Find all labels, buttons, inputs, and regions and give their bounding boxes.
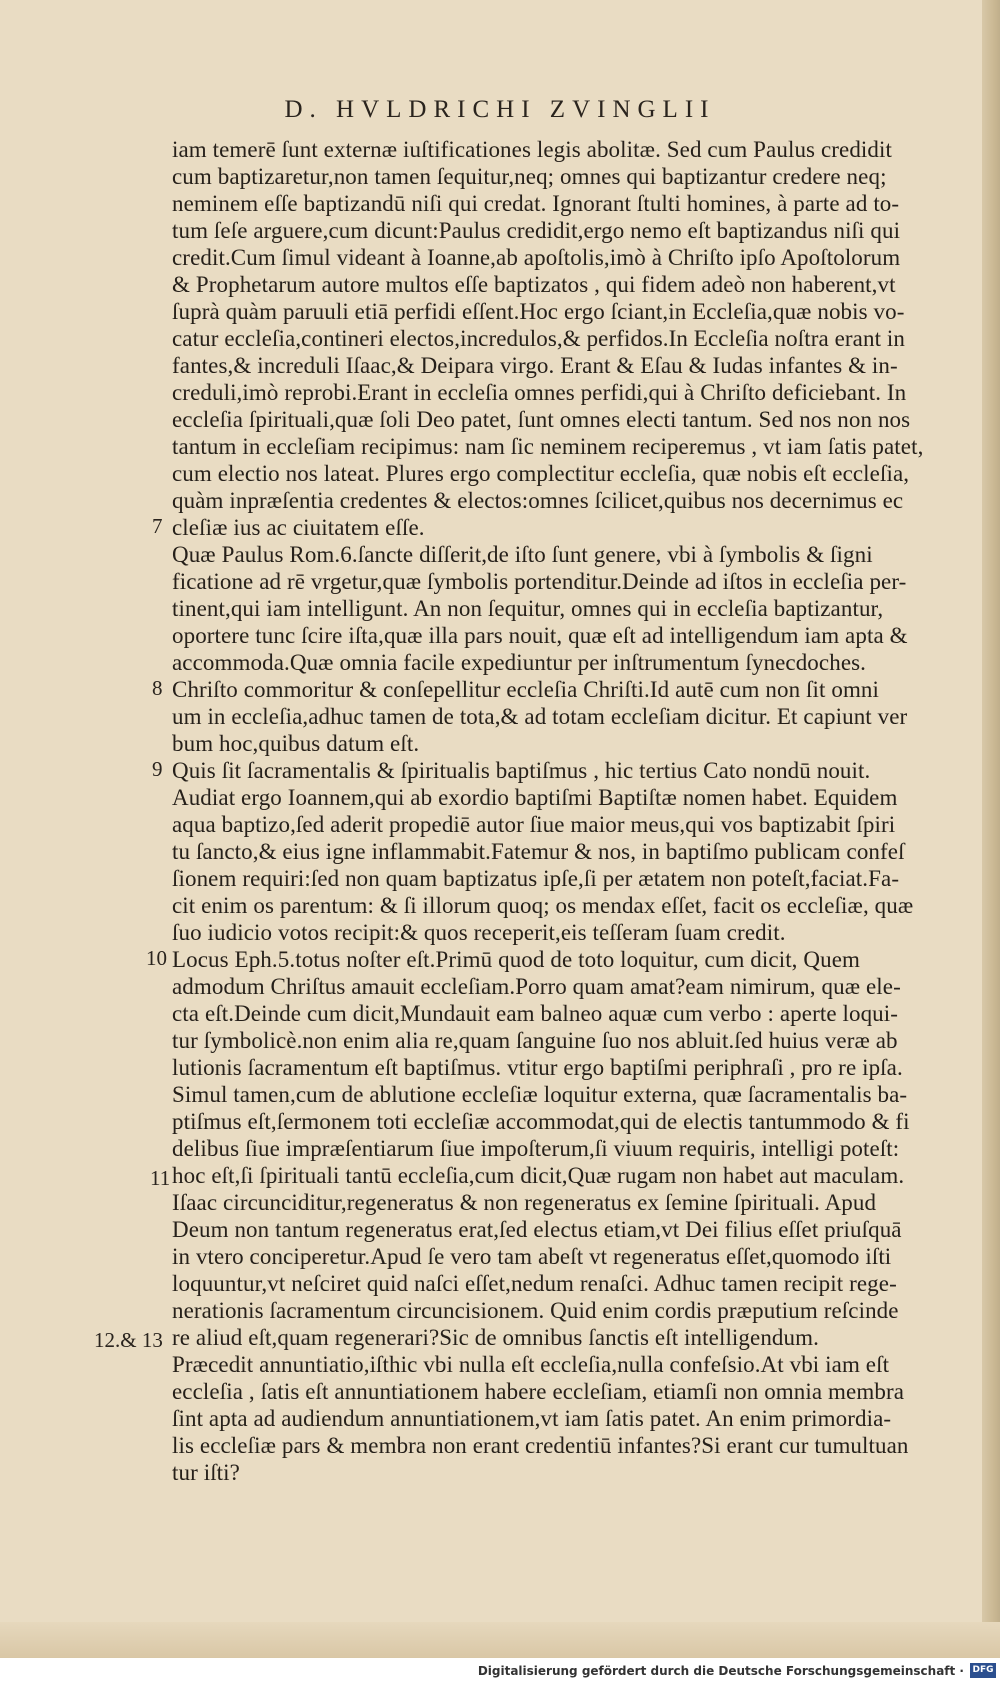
text-line: eccleſia , ſatis eſt annuntiationem habere eccleſiam, etiamſi non omnia membra bbox=[172, 1379, 905, 1404]
text-line: eccleſia ſpirituali,quæ ſoli Deo patet, ſunt omnes electi tantum. Sed nos non nos bbox=[172, 407, 911, 432]
text-line: oportere tunc ſcire iſta,quæ illa pars nouit, quæ eſt ad intelligendum iam apta & bbox=[172, 623, 908, 648]
text-line: admodum Chriſtus amauit eccleſiam.Porro quam amat?eam nimirum, quæ ele- bbox=[172, 974, 901, 999]
text-line: cum electio nos lateat. Plures ergo complectitur eccleſia, quæ nobis eſt eccleſia, bbox=[172, 461, 910, 486]
text-line: ſint apta ad audiendum annuntiationem,vt iam ſatis patet. An enim primordia- bbox=[172, 1406, 892, 1431]
page-edge bbox=[982, 0, 1000, 1658]
text-line: Iſaac circunciditur,regeneratus & non regeneratus ex ſemine ſpirituali. Apud bbox=[172, 1190, 877, 1215]
text-line: in vtero conciperetur.Apud ſe vero tam abeſt vt regeneratus eſſet,quomodo iſti bbox=[172, 1244, 892, 1269]
text-line: catur eccleſia,contineri electos,incredulos,& perfidos.In Eccleſia noſtra erant in bbox=[172, 326, 906, 351]
text-line: cleſiæ ius ac ciuitatem eſſe. bbox=[172, 515, 425, 540]
text-line: Simul tamen,cum de ablutione eccleſiæ loquitur externa, quæ ſacramentalis ba- bbox=[172, 1082, 908, 1107]
margin-number: 10 bbox=[146, 946, 167, 970]
text-line: iam temerē ſunt externæ iuſtificationes legis abolitæ. Sed cum Paulus credidit bbox=[172, 137, 893, 162]
text-line: ptiſmus eſt,ſermonem toti eccleſiæ accommodat,qui de electis tantummodo & fi bbox=[172, 1109, 910, 1134]
text-line: & Prophetarum autore multos eſſe baptizatos , qui fidem adeò non haberent,vt bbox=[172, 272, 896, 297]
text-line: tinent,qui iam intelligunt. An non ſequitur, omnes qui in eccleſia baptizantur, bbox=[172, 596, 884, 621]
margin-number: 7 bbox=[152, 514, 163, 538]
text-line: Locus Eph.5.totus noſter eſt.Primū quod de toto loquitur, cum dicit, Quem bbox=[172, 947, 860, 972]
text-line: nerationis ſacramentum circuncisionem. Quid enim cordis præputium reſcinde bbox=[172, 1298, 899, 1323]
text-line: ſuprà quàm paruuli etiā perfidi eſſent.Hoc ergo ſciant,in Eccleſia,quæ nobis vo- bbox=[172, 299, 905, 324]
text-line: accommoda.Quæ omnia facile expediuntur per inſtrumentum ſynecdoches. bbox=[172, 650, 867, 675]
text-line: tur iſti? bbox=[172, 1460, 240, 1485]
text-line: aqua baptizo,ſed aderit propediē autor ſiue maior meus,qui vos baptizabit ſpiri bbox=[172, 812, 896, 837]
text-line: Chriſto commoritur & conſepellitur eccleſia Chriſti.Id autē cum non ſit omni bbox=[172, 677, 880, 702]
text-line: Præcedit annuntiatio,iſthic vbi nulla eſt eccleſia,nulla confeſsio.At vbi iam eſt bbox=[172, 1352, 890, 1377]
text-line: creduli,imò reprobi.Erant in eccleſia omnes perfidi,qui à Chriſto deficiebant. In bbox=[172, 380, 907, 405]
text-line: cum baptizaretur,non tamen ſequitur,neq; omnes qui baptizantur credere neq; bbox=[172, 164, 887, 189]
text-line: Quis ſit ſacramentalis & ſpiritualis baptiſmus , hic tertius Cato nondū nouit. bbox=[172, 758, 871, 783]
text-line: ſionem requiri:ſed non quam baptizatus ipſe,ſi per ætatem non poteſt,faciat.Fa- bbox=[172, 866, 900, 891]
page-bottom-edge bbox=[0, 1622, 1000, 1658]
text-line: Quæ Paulus Rom.6.ſancte diſſerit,de iſto ſunt genere, vbi à ſymbolis & ſigni bbox=[172, 542, 873, 567]
text-line: credit.Cum ſimul videant à Ioanne,ab apoſtolis,imò à Chriſto ipſo Apoſtolorum bbox=[172, 245, 901, 270]
running-header: D. HVLDRICHI ZVINGLII bbox=[284, 96, 716, 123]
text-line: tantum in eccleſiam recipimus: nam ſic neminem reciperemus , vt iam ſatis patet, bbox=[172, 434, 924, 459]
body-text bbox=[172, 136, 942, 1486]
text-line: bum hoc,quibus datum eſt. bbox=[172, 731, 420, 756]
text-line: ficatione ad rē vrgetur,quæ ſymbolis portenditur.Deinde ad iſtos in eccleſia per- bbox=[172, 569, 907, 594]
text-line: hoc eſt,ſi ſpirituali tantū eccleſia,cum dicit,Quæ rugam non habet aut maculam. bbox=[172, 1163, 905, 1188]
dfg-logo: DFG bbox=[970, 1663, 996, 1678]
text-line: tum ſeſe arguere,cum dicunt:Paulus credidit,ergo nemo eſt baptizandus niſi qui bbox=[172, 218, 901, 243]
text-line: re aliud eſt,quam regenerari?Sic de omnibus ſanctis eſt intelligendum. bbox=[172, 1325, 819, 1350]
text-line: tur ſymbolicè.non enim alia re,quam ſanguine ſuo nos abluit.ſed huius veræ ab bbox=[172, 1028, 898, 1053]
margin-number: 11 bbox=[150, 1166, 171, 1190]
text-line: lutionis ſacramentum eſt baptiſmus. vtitur ergo baptiſmi periphraſi , pro re ipſa. bbox=[172, 1055, 903, 1080]
text-line: loquuntur,vt neſciret quid naſci eſſet,nedum renaſci. Adhuc tamen recipit rege- bbox=[172, 1271, 897, 1296]
text-line: quàm inpræſentia credentes & electos:omnes ſcilicet,quibus nos decernimus ec bbox=[172, 488, 904, 513]
text-line: Audiat ergo Ioannem,qui ab exordio baptiſmi Baptiſtæ nomen habet. Equidem bbox=[172, 785, 898, 810]
margin-number: 8 bbox=[152, 676, 163, 700]
text-line: Deum non tantum regeneratus erat,ſed electus etiam,vt Dei filius eſſet priuſquā bbox=[172, 1217, 902, 1242]
text-line: um in eccleſia,adhuc tamen de tota,& ad totam eccleſiam dicitur. Et capiunt ver bbox=[172, 704, 908, 729]
funding-credit: Digitalisierung gefördert durch die Deutsche Forschungsgemeinschaft · bbox=[477, 1664, 964, 1678]
text-line: fantes,& increduli Iſaac,& Deipara virgo. Erant & Eſau & Iudas infantes & in- bbox=[172, 353, 898, 378]
margin-number: 9 bbox=[152, 757, 163, 781]
text-line: cta eſt.Deinde cum dicit,Mundauit eam balneo aquæ cum verbo : aperte loqui- bbox=[172, 1001, 899, 1026]
text-line: ſuo iudicio votos recipit:& quos receperit,eis teſſeram ſuam credit. bbox=[172, 920, 786, 945]
margin-number: 12.& 13 bbox=[94, 1328, 163, 1352]
text-line: cit enim os parentum: & ſi illorum quoq; os mendax eſſet, facit os eccleſiæ, quæ bbox=[172, 893, 914, 918]
text-line: delibus ſiue impræſentiarum ſiue impoſterum,ſi viuum requiris, intelligi poteſt: bbox=[172, 1136, 900, 1161]
text-line: lis eccleſiæ pars & membra non erant credentiū infantes?Si erant cur tumultuan bbox=[172, 1433, 909, 1458]
text-line: tu ſancto,& eius igne inflammabit.Fatemur & nos, in baptiſmo publicam confeſ bbox=[172, 839, 905, 864]
text-line: neminem eſſe baptizandū niſi qui credat. Ignorant ſtulti homines, à parte ad to- bbox=[172, 191, 900, 216]
